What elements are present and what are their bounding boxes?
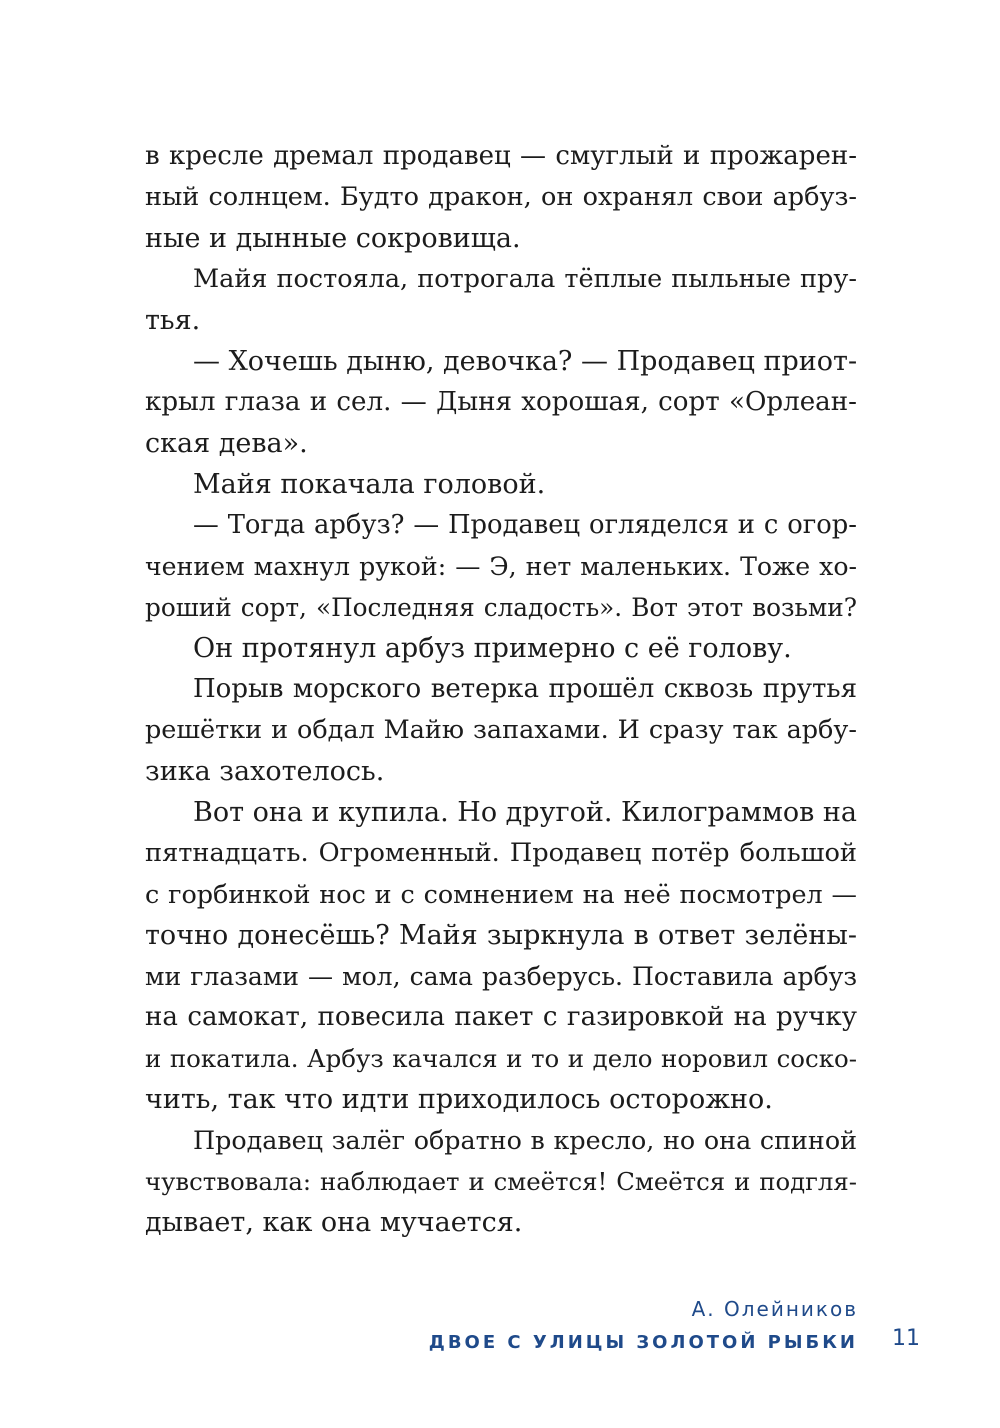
text-line: дывает, как она мучается. [145,1207,523,1238]
text-line: крыл глаза и сел. — Дыня хорошая, сорт «Орлеан- [145,387,857,417]
text-line: ская дева». [145,428,308,459]
text-line: тья. [145,305,201,336]
text-line: ные и дынные сокровища. [145,223,521,254]
text-line: чением махнул рукой: — Э, нет маленьких. Тоже хо- [145,552,857,581]
text-line: чувствовала: наблюдает и смеётся! Смеётся и подгля- [145,1167,857,1196]
text-line: Майя постояла, потрогала тёплые пыльные пру- [193,264,857,294]
text-line: роший сорт, «Последняя сладость». Вот этот возьми? [145,593,857,622]
page-footer [429,1294,858,1358]
text-line: — Тогда арбуз? — Продавец огляделся и с огор- [193,510,857,540]
text-line: Майя покачала головой. [193,469,546,500]
text-line: пятнадцать. Огроменный. Продавец потёр большой [145,838,857,868]
text-line: Вот она и купила. Но другой. Килограммов на [193,797,857,828]
text-line: и покатила. Арбуз качался и то и дело норовил соско- [145,1044,857,1073]
text-line: чить, так что идти приходилось осторожно. [145,1084,773,1115]
text-line: зика захотелось. [145,756,385,787]
text-line: решётки и обдал Майю запахами. И сразу так арбу- [145,715,857,745]
text-line: в кресле дремал продавец — смуглый и прожарен- [145,141,857,171]
text-line: на самокат, повесила пакет с газировкой на ручку [145,1002,857,1032]
text-line: Он протянул арбуз примерно с её голову. [193,633,792,664]
text-line: — Хочешь дыню, девочка? — Продавец приот- [193,346,858,377]
body-text [145,136,857,1243]
page-number: 11 [892,1326,920,1351]
text-line: точно донесёшь? Майя зыркнула в ответ зелёны- [145,920,857,951]
text-line: Продавец залёг обратно в кресло, но она спиной [193,1125,857,1155]
book-title: ДВОЕ С УЛИЦЫ ЗОЛОТОЙ РЫБКИ [428,1332,858,1353]
text-line: ми глазами — мол, сама разберусь. Поставила арбуз [145,962,857,991]
author-name: А. Олейников [691,1297,858,1321]
text-line: ный солнцем. Будто дракон, он охранял свои арбуз- [145,182,857,212]
text-line: с горбинкой нос и с сомнением на неё посмотрел — [145,879,857,909]
text-line: Порыв морского ветерка прошёл сквозь прутья [193,674,857,704]
